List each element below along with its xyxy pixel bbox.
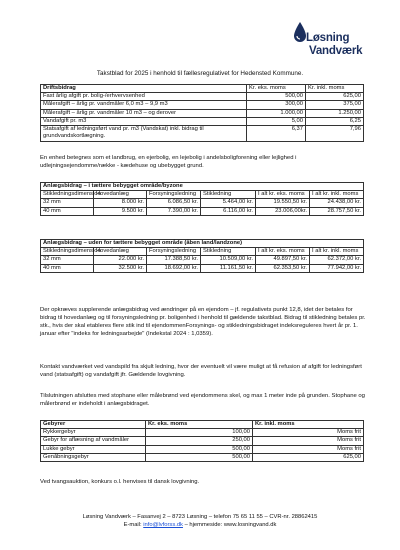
table-title-row (41, 183, 364, 191)
table-cell: 32 mm (41, 256, 94, 264)
table-cell: Moms frit (253, 429, 364, 437)
anlaegsbidrag-byzone-table (40, 182, 364, 216)
table-header: Kr. inkl. moms (253, 421, 364, 429)
footer (0, 513, 400, 529)
table-cell: 625,00 (253, 453, 364, 461)
table-header: Driftsbidrag (41, 85, 247, 93)
website-text: – hjemmeside: www.losningvand.dk (182, 522, 277, 529)
table-cell: Genåbningsgebyr (41, 453, 146, 461)
table-row (41, 101, 364, 109)
table-header: Forsyningsledning (147, 248, 201, 256)
page-title: Takstblad for 2025 i henhold til fællesregulativet for Hedensted Kommune. (96, 70, 304, 77)
table-header-row (41, 248, 364, 256)
table-cell: Vandafgift pr. m3 (41, 117, 247, 125)
table-header: I alt kr. eks. moms (256, 248, 310, 256)
table-cell: 18.692,00 kr. (147, 264, 201, 272)
table-header: Gebyrer (41, 421, 146, 429)
table-cell: Målerafgift – årlig pr. vandmåler 10 m3 – og derover (41, 109, 247, 117)
table-cell: 5,00 (247, 117, 306, 125)
table-row (41, 445, 364, 453)
email-link[interactable]: info@lvforss.dk (143, 522, 183, 529)
table-cell: 6.116,00 kr. (201, 207, 256, 215)
supplementary-contribution-paragraph: Der opkræves supplerende anlægsbidrag ved ændringer på en ejendom – jf. regulativets punkt 12,8, idet der betales for bidrag til hovedanlæg og til forsyningsledning pr. boligenhed i henhold til gældende takstblad. Bidrag til stikledning betales pr. stk., hvis der skal etableres flere stik ind til ejendommenForsynings- og stikledningsbidraget indeksreguleres hvert år pr. 1. januar efter "indeks for ledningsarbejde" (Indekstal 2024 : 1,0359). (40, 307, 366, 337)
unit-definition-paragraph: En enhed betegnes som et landbrug, en ejerbolig, en lejebolig i andelsboligforening eller lejlighed i udlejningsejendomme/række - kædehuse og ubebygget grund. (40, 155, 297, 169)
table-cell: 23.006,00kr. (256, 207, 310, 215)
gebyrer-table (40, 420, 364, 462)
table-cell: 11.161,50 kr. (201, 264, 256, 272)
table-cell: 100,00 (146, 429, 253, 437)
table-cell: 1.250,00 (306, 109, 364, 117)
table-cell: 62.372,00 kr. (310, 256, 364, 264)
bankruptcy-paragraph: Ved tvangsauktion, konkurs o.l. henvises til dansk lovgivning. (40, 479, 200, 485)
table-title: Anlægsbidrag – uden for tættere bebygget område (åben land/landzone) (41, 240, 364, 248)
table-cell: 500,00 (247, 93, 306, 101)
table-cell: 300,00 (247, 101, 306, 109)
table-cell: Rykkergebyr (41, 429, 146, 437)
email-label: E-mail: (123, 522, 144, 529)
table-header-row (41, 191, 364, 199)
table-row (41, 256, 364, 264)
table-header: Hovedanlæg (94, 248, 147, 256)
table-cell: 1.000,00 (247, 109, 306, 117)
table-cell: 375,00 (306, 101, 364, 109)
driftsbidrag-table (40, 84, 364, 142)
table-cell: 40 mm (41, 207, 94, 215)
table-cell: 40 mm (41, 264, 94, 272)
table-cell: Moms frit (253, 437, 364, 445)
table-header: Stikledningsdimension (41, 191, 94, 199)
table-cell: 625,00 (306, 93, 364, 101)
table-cell: 24.438,00 kr. (310, 199, 364, 207)
table-header-row (41, 85, 364, 93)
table-header: Stikledningsdimension (41, 248, 94, 256)
table-row (41, 117, 364, 125)
table-cell: 6,37 (247, 126, 306, 141)
table-cell: 6.086,50 kr. (147, 199, 201, 207)
table-header: Stikledning (201, 191, 256, 199)
table-cell: 22.000 kr. (94, 256, 147, 264)
table-cell: 10.509,00 kr. (201, 256, 256, 264)
table-title-row (41, 240, 364, 248)
table-row (41, 264, 364, 272)
table-header: Hovedanlæg (94, 191, 147, 199)
table-header: I alt kr. inkl. moms (310, 248, 364, 256)
table-row (41, 93, 364, 101)
table-cell: 5.464,00 kr. (201, 199, 256, 207)
table-cell: Lukke gebyr (41, 445, 146, 453)
table-row (41, 437, 364, 445)
anlaegsbidrag-landzone-table (40, 239, 364, 273)
table-cell: 9.500 kr. (94, 207, 147, 215)
table-cell: Fast årlig afgift pr. bolig-/erhvervsenhed (41, 93, 247, 101)
table-cell: Statsafgift af ledningsført vand pr. m3 (Vandskat) inkl. bidrag til grundvandskortlægning. (41, 126, 247, 141)
table-cell: 62.353,50 kr. (256, 264, 310, 272)
table-header: Kr. inkl. moms (306, 85, 364, 93)
table-row (41, 126, 364, 141)
table-cell: 32.500 kr. (94, 264, 147, 272)
table-cell: 77.942,00 kr. (310, 264, 364, 272)
table-row (41, 207, 364, 215)
table-cell: 250,00 (146, 437, 253, 445)
table-cell: Målerafgift – årlig pr. vandmåler 6,0 m3 – 9,9 m3 (41, 101, 247, 109)
table-cell: 17.388,50 kr. (147, 256, 201, 264)
table-title: Anlægsbidrag – i tættere bebygget område/byzone (41, 183, 364, 191)
footer-line1: Løsning Vandværk – Fasanvej 2 – 8723 Løsning – telefon 75 65 11 55 – CVR-nr. 28862415 (82, 514, 318, 520)
logo-text-line1: Løsning (306, 32, 350, 44)
table-cell: 500,00 (146, 453, 253, 461)
table-row (41, 109, 364, 117)
table-header: I alt kr. eks. moms (256, 191, 310, 199)
table-cell: 7,96 (306, 126, 364, 141)
logo (292, 18, 372, 64)
table-cell: 8.000 kr. (94, 199, 147, 207)
table-cell: Moms frit (253, 445, 364, 453)
connection-paragraph: Tilslutningen afsluttes med stophane eller målebrønd ved ejendommens skel, og max 1 meter inde på grunden. Stophane og målerbrønd er indeholdt i anlægsbidraget. (40, 393, 365, 407)
table-cell: 6,25 (306, 117, 364, 125)
table-cell: 7.390,00 kr. (147, 207, 201, 215)
table-header-row (41, 421, 364, 429)
table-row (41, 429, 364, 437)
table-header: I alt kr. inkl. moms (310, 191, 364, 199)
table-header: Kr. eks. moms (146, 421, 253, 429)
table-header: Kr. eks. moms (247, 85, 306, 93)
footer-line2 (0, 521, 400, 529)
logo-text-line2: Vandværk (309, 45, 363, 57)
table-cell: 500,00 (146, 445, 253, 453)
table-cell: 32 mm (41, 199, 94, 207)
table-header: Forsyningsledning (147, 191, 201, 199)
table-row (41, 199, 364, 207)
table-header: Stikledning (201, 248, 256, 256)
table-cell: 19.550,50 kr. (256, 199, 310, 207)
table-row (41, 453, 364, 461)
table-cell: Gebyr for aflæsning af vandmåler (41, 437, 146, 445)
table-cell: 28.757,50 kr. (310, 207, 364, 215)
water-leak-paragraph: Kontakt vandværket ved vandspild fra skjult ledning, hvor der eventuelt vil være muligt at få refusion af afgift for ledningsført vand (statsafgift) og vandafgift jfr. Gældende lovgivning. (40, 364, 362, 378)
table-cell: 49.897,50 kr. (256, 256, 310, 264)
